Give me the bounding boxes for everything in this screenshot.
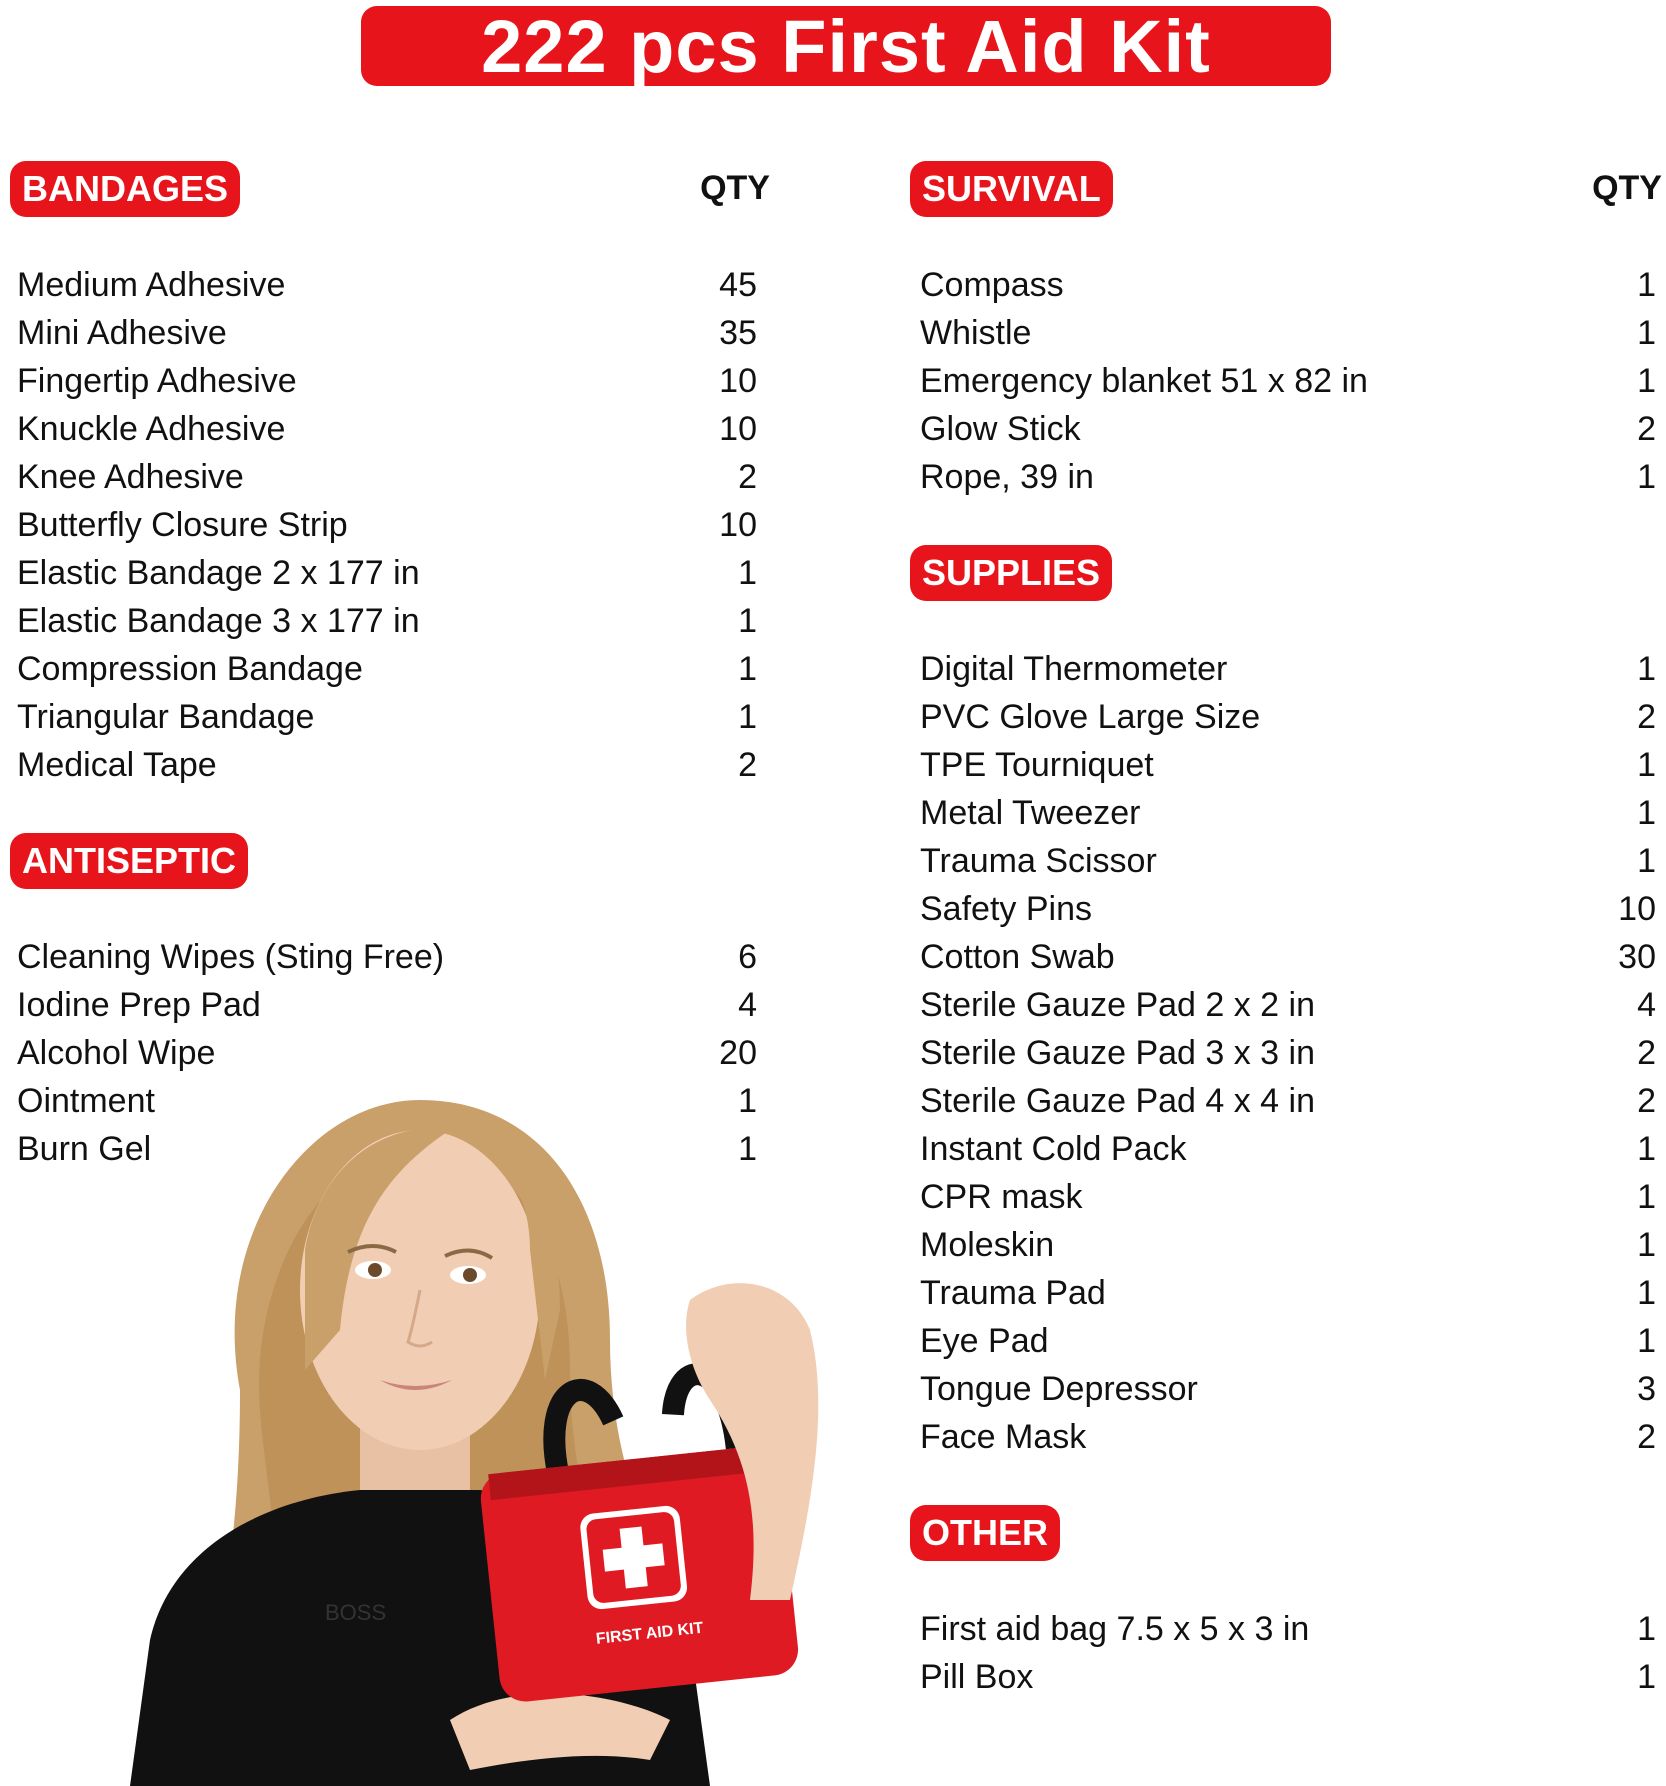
item-name: Butterfly Closure Strip <box>17 505 348 544</box>
item-qty: 1 <box>738 1129 757 1168</box>
list-item <box>17 933 757 981</box>
item-name: Metal Tweezer <box>920 793 1141 832</box>
item-qty: 1 <box>1637 1609 1656 1648</box>
item-qty: 1 <box>1637 313 1656 352</box>
item-qty: 1 <box>1637 457 1656 496</box>
item-name: Glow Stick <box>920 409 1081 448</box>
item-name: Ointment <box>17 1081 155 1120</box>
list-item <box>17 693 757 741</box>
list-item <box>17 453 757 501</box>
item-qty: 2 <box>1637 1081 1656 1120</box>
list-item <box>920 981 1656 1029</box>
item-qty: 2 <box>738 745 757 784</box>
item-qty: 1 <box>738 1081 757 1120</box>
item-qty: 2 <box>738 457 757 496</box>
item-name: Elastic Bandage 3 x 177 in <box>17 601 420 640</box>
item-qty: 1 <box>1637 1225 1656 1264</box>
other-list <box>920 1605 1656 1701</box>
bandages-list <box>17 261 757 789</box>
item-qty: 35 <box>719 313 757 352</box>
list-item <box>920 1077 1656 1125</box>
item-name: Pill Box <box>920 1657 1034 1696</box>
item-qty: 1 <box>1637 1273 1656 1312</box>
item-qty: 2 <box>1637 697 1656 736</box>
section-label-survival: SURVIVAL <box>910 161 1113 217</box>
item-name: Trauma Pad <box>920 1273 1106 1312</box>
list-item <box>920 1125 1656 1173</box>
item-qty: 1 <box>1637 1657 1656 1696</box>
item-qty: 1 <box>1637 1321 1656 1360</box>
item-name: Digital Thermometer <box>920 649 1228 688</box>
item-name: Trauma Scissor <box>920 841 1157 880</box>
list-item <box>17 741 757 789</box>
qty-header-right: QTY <box>1592 169 1662 207</box>
list-item <box>920 309 1656 357</box>
bag-label: FIRST AID KIT <box>595 1619 705 1648</box>
list-item <box>17 261 757 309</box>
list-item <box>920 693 1656 741</box>
list-item <box>920 1029 1656 1077</box>
item-qty: 1 <box>1637 265 1656 304</box>
woman-holding-first-aid-bag-icon <box>90 1080 900 1786</box>
item-qty: 1 <box>1637 361 1656 400</box>
item-qty: 20 <box>719 1033 757 1072</box>
item-name: Eye Pad <box>920 1321 1049 1360</box>
shirt-text: BOSS <box>325 1600 387 1625</box>
item-name: Mini Adhesive <box>17 313 227 352</box>
item-qty: 6 <box>738 937 757 976</box>
list-item <box>17 309 757 357</box>
item-qty: 1 <box>1637 745 1656 784</box>
list-item <box>920 453 1656 501</box>
list-item <box>17 1029 757 1077</box>
title-banner <box>361 6 1331 86</box>
item-name: Elastic Bandage 2 x 177 in <box>17 553 420 592</box>
qty-header-left: QTY <box>700 169 770 207</box>
item-qty: 1 <box>1637 793 1656 832</box>
item-qty: 45 <box>719 265 757 304</box>
item-name: Sterile Gauze Pad 3 x 3 in <box>920 1033 1316 1072</box>
item-name: Iodine Prep Pad <box>17 985 261 1024</box>
list-item <box>920 741 1656 789</box>
item-name: Triangular Bandage <box>17 697 315 736</box>
item-name: Medium Adhesive <box>17 265 286 304</box>
item-qty: 10 <box>719 409 757 448</box>
item-name: Instant Cold Pack <box>920 1129 1187 1168</box>
item-name: First aid bag 7.5 x 5 x 3 in <box>920 1609 1310 1648</box>
list-item <box>920 1221 1656 1269</box>
item-qty: 10 <box>719 361 757 400</box>
item-name: Emergency blanket 51 x 82 in <box>920 361 1368 400</box>
item-name: Sterile Gauze Pad 4 x 4 in <box>920 1081 1316 1120</box>
item-name: TPE Tourniquet <box>920 745 1154 784</box>
item-qty: 10 <box>719 505 757 544</box>
item-name: Face Mask <box>920 1417 1087 1456</box>
item-name: Knee Adhesive <box>17 457 244 496</box>
item-name: Tongue Depressor <box>920 1369 1198 1408</box>
list-item <box>17 357 757 405</box>
item-qty: 4 <box>738 985 757 1024</box>
item-qty: 1 <box>1637 1177 1656 1216</box>
list-item <box>17 501 757 549</box>
item-qty: 1 <box>738 601 757 640</box>
list-item <box>920 1317 1656 1365</box>
item-name: Medical Tape <box>17 745 217 784</box>
section-label-bandages: BANDAGES <box>10 161 240 217</box>
list-item <box>920 789 1656 837</box>
item-qty: 2 <box>1637 1417 1656 1456</box>
item-name: Alcohol Wipe <box>17 1033 216 1072</box>
item-qty: 2 <box>1637 409 1656 448</box>
list-item <box>920 261 1656 309</box>
item-qty: 1 <box>738 649 757 688</box>
item-qty: 4 <box>1637 985 1656 1024</box>
item-qty: 3 <box>1637 1369 1656 1408</box>
item-name: CPR mask <box>920 1177 1083 1216</box>
item-name: Rope, 39 in <box>920 457 1094 496</box>
item-name: Fingertip Adhesive <box>17 361 297 400</box>
item-qty: 2 <box>1637 1033 1656 1072</box>
item-qty: 1 <box>1637 1129 1656 1168</box>
list-item <box>17 981 757 1029</box>
list-item <box>920 1269 1656 1317</box>
list-item <box>920 1653 1656 1701</box>
section-label-other: OTHER <box>910 1505 1060 1561</box>
item-name: Knuckle Adhesive <box>17 409 286 448</box>
list-item <box>920 405 1656 453</box>
list-item <box>920 885 1656 933</box>
survival-list <box>920 261 1656 501</box>
item-name: Compression Bandage <box>17 649 363 688</box>
item-qty: 1 <box>1637 649 1656 688</box>
item-qty: 1 <box>738 553 757 592</box>
list-item <box>17 597 757 645</box>
supplies-list <box>920 645 1656 1461</box>
list-item <box>920 1413 1656 1461</box>
item-name: Whistle <box>920 313 1032 352</box>
item-qty: 1 <box>738 697 757 736</box>
item-name: Burn Gel <box>17 1129 152 1168</box>
list-item <box>920 837 1656 885</box>
list-item <box>17 405 757 453</box>
section-label-antiseptic: ANTISEPTIC <box>10 833 248 889</box>
item-name: Cotton Swab <box>920 937 1115 976</box>
page-title: 222 pcs First Aid Kit <box>481 4 1211 88</box>
item-name: Safety Pins <box>920 889 1092 928</box>
list-item <box>920 645 1656 693</box>
list-item <box>920 1605 1656 1653</box>
list-item <box>17 549 757 597</box>
list-item <box>920 1173 1656 1221</box>
item-name: PVC Glove Large Size <box>920 697 1261 736</box>
list-item <box>920 1365 1656 1413</box>
item-name: Compass <box>920 265 1064 304</box>
item-name: Moleskin <box>920 1225 1055 1264</box>
item-qty: 1 <box>1637 841 1656 880</box>
item-name: Sterile Gauze Pad 2 x 2 in <box>920 985 1316 1024</box>
list-item <box>920 933 1656 981</box>
item-qty: 30 <box>1618 937 1656 976</box>
item-name: Cleaning Wipes (Sting Free) <box>17 937 445 976</box>
item-qty: 10 <box>1618 889 1656 928</box>
section-label-supplies: SUPPLIES <box>910 545 1112 601</box>
list-item <box>920 357 1656 405</box>
list-item <box>17 645 757 693</box>
